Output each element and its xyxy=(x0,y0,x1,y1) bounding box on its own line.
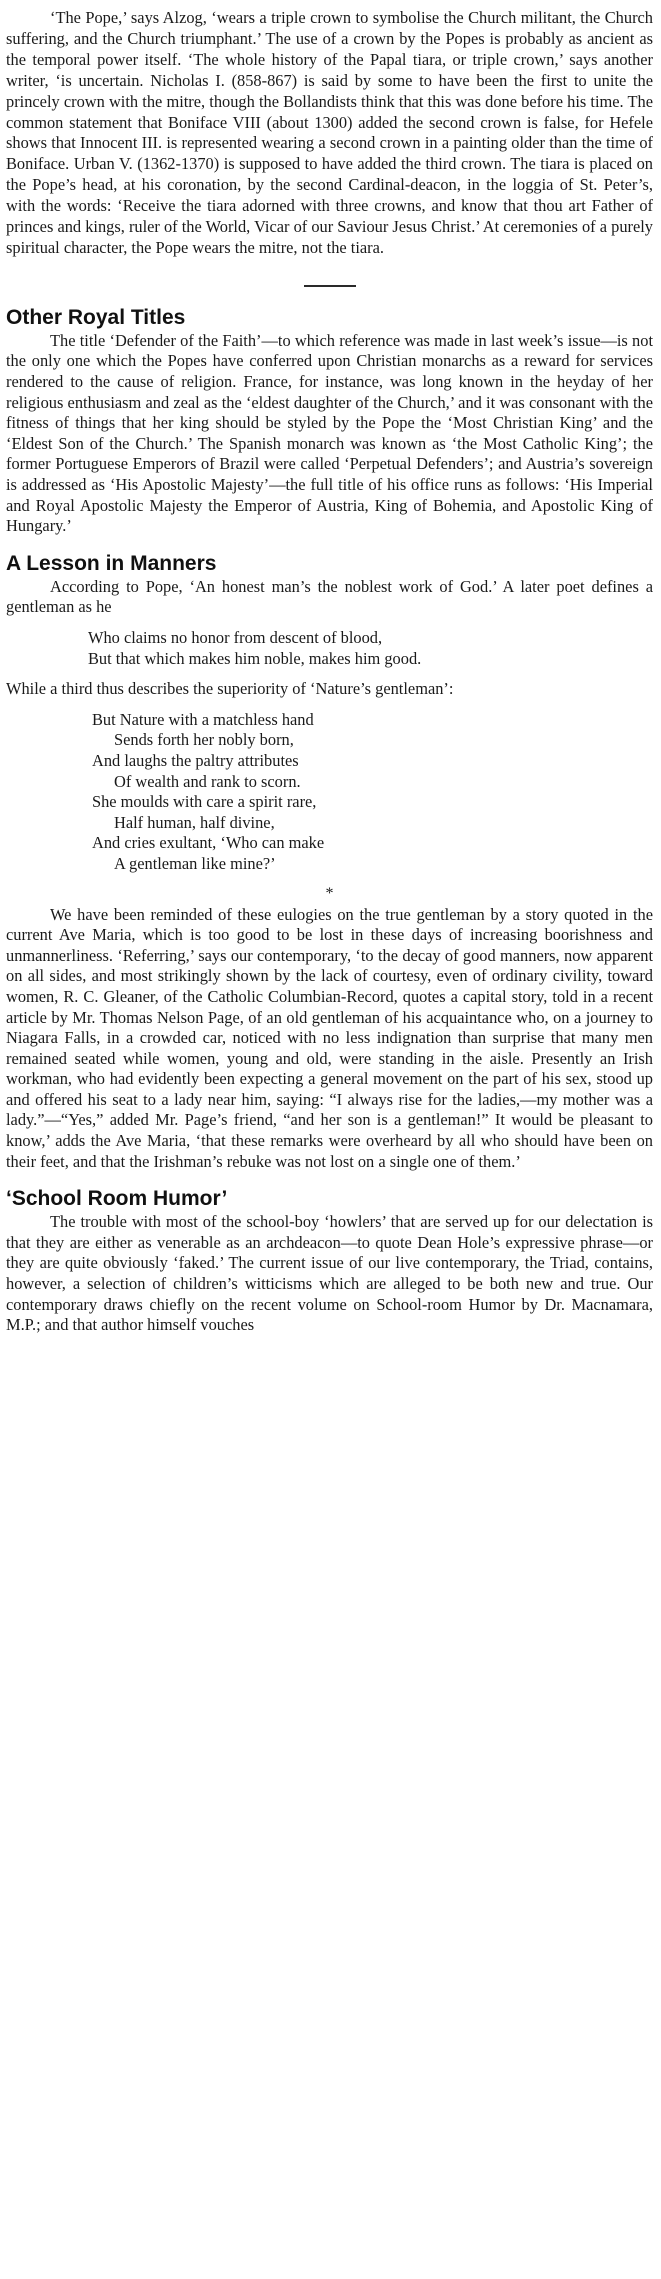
verse-line: Of wealth and rank to scorn. xyxy=(114,771,301,791)
verse-line: And cries exultant, ‘Who can make xyxy=(92,833,325,853)
tiara-section xyxy=(6,8,653,259)
section-divider xyxy=(304,285,356,287)
royal-titles-heading: Other Royal Titles xyxy=(6,305,186,329)
verse-line: But that which makes him noble, makes him good. xyxy=(88,648,422,668)
royal-titles-paragraph: The title ‘Defender of the Faith’—to which reference was made in last week’s issue—is not the only one which the Popes have conferred upon Christian monarchs as a reward for services rendered to the cause of religion. France, for instance, was long known in the heyday of her religious enthusiasm and zeal as the ‘eldest daughter of the Church,’ and it was consonant with the fitness of things that her king should be styled by the Pope the ‘Most Christian King’ and the ‘Eldest Son of the Church.’ The Spanish monarch was known as ‘the Most Catholic King’; the former Portuguese Emperors of Brazil were called ‘Perpetual Defenders’; and Austria’s sovereign is addressed as ‘His Apostolic Majesty’—the full title of his office runs as follows: ‘His Imperial and Royal Apostolic Majesty the Emperor of Austria, King of Bohemia, and Apostolic King of Hungary.’ xyxy=(6,330,653,536)
humor-paragraph: The trouble with most of the school-boy ‘howlers’ that are served up for our delectation is that they are either as venerable as an archdeacon—to quote Dean Hole’s expressive phrase—or they are quite obviously ‘faked.’ The current issue of our live contemporary, the Triad, contains, however, a selection of children’s witticisms which are alleged to be both new and true. Our contemporary draws chiefly on the recent volume on School-room Humor by Dr. Macnamara, M.P.; and that author himself vouches xyxy=(6,1212,653,1335)
humor-section xyxy=(6,1186,653,1336)
manners-intro: According to Pope, ‘An honest man’s the noblest work of God.’ A later poet defines a gentleman as he xyxy=(6,576,653,617)
star-separator: * xyxy=(325,884,334,902)
verse-line: Half human, half divine, xyxy=(114,812,275,832)
verse-line: She moulds with care a spirit rare, xyxy=(92,792,317,812)
manners-story: We have been reminded of these eulogies on the true gentleman by a story quoted in the current Ave Maria, which is too good to be lost in these days of increasing boorishness and unmannerliness. ‘Referring,’ says our contemporary, ‘to the decay of good manners, now apparent on all sides, and most strikingly shown by the lack of courtesy, even of ordinary civility, toward women, R. C. Gleaner, of the Catholic Columbian-Record, quotes a capital story, told in a recent article by Mr. Thomas Nelson Page, of an old gentleman of his acquaintance who, on a journey to Niagara Falls, in a crowded car, noticed with no less indignation than surprise that many men remained seated while women, young and old, were standing in the aisle. Presently an Irish workman, who had evidently been expecting a general movement on the part of his sex, stood up and offered his seat to a lady near him, saying: “I always rise for the ladies,—my mother was a lady.”—“Yes,” added Mr. Page’s friend, “and her son is a gentleman!” It would be pleasant to know,’ adds the Ave Maria, ‘that these remarks were overheard by all who should have been on their feet, and that the Irishman’s rebuke was not lost on a single one of them.’ xyxy=(6,904,653,1171)
verse-two xyxy=(92,710,653,875)
manners-heading: A Lesson in Manners xyxy=(6,551,217,575)
verse-one xyxy=(88,628,653,669)
verse-line: Sends forth her nobly born, xyxy=(114,730,294,750)
verse-line: But Nature with a matchless hand xyxy=(92,709,314,729)
manners-section xyxy=(6,551,653,1172)
verse-line: And laughs the paltry attributes xyxy=(92,750,299,770)
humor-heading: ‘School Room Humor’ xyxy=(6,1187,228,1211)
tiara-paragraph: ‘The Pope,’ says Alzog, ‘wears a triple crown to symbolise the Church militant, the Church suffering, and the Church triumphant.’ The use of a crown by the Popes is probably as ancient as the temporal power itself. ‘The whole history of the Papal tiara, or triple crown,’ says another writer, ‘is uncertain. Nicholas I. (858-867) is said by some to have been the first to unite the princely crown with the mitre, though the Bollandists think that this was done before his time. The common statement that Boniface VIII (about 1300) added the second crown is false, for Hefele shows that Innocent III. is represented wearing a second crown in a painting older than the time of Boniface. Urban V. (1362-1370) is supposed to have added the third crown. The tiara is placed on the Pope’s head, at his coronation, by the second Cardinal-deacon, in the loggia of St. Peter’s, with the words: ‘Receive the tiara adorned with three crowns, and know that thou art Father of princes and kings, ruler of the World, Vicar of our Saviour Jesus Christ.’ At ceremonies of a purely spiritual character, the Pope wears the mitre, not the tiara. xyxy=(6,8,653,257)
manners-middle: While a third thus describes the superiority of ‘Nature’s gentleman’: xyxy=(6,679,454,699)
verse-line: Who claims no honor from descent of blood, xyxy=(88,628,383,647)
royal-titles-section xyxy=(6,305,653,537)
verse-line: A gentleman like mine?’ xyxy=(114,853,276,873)
